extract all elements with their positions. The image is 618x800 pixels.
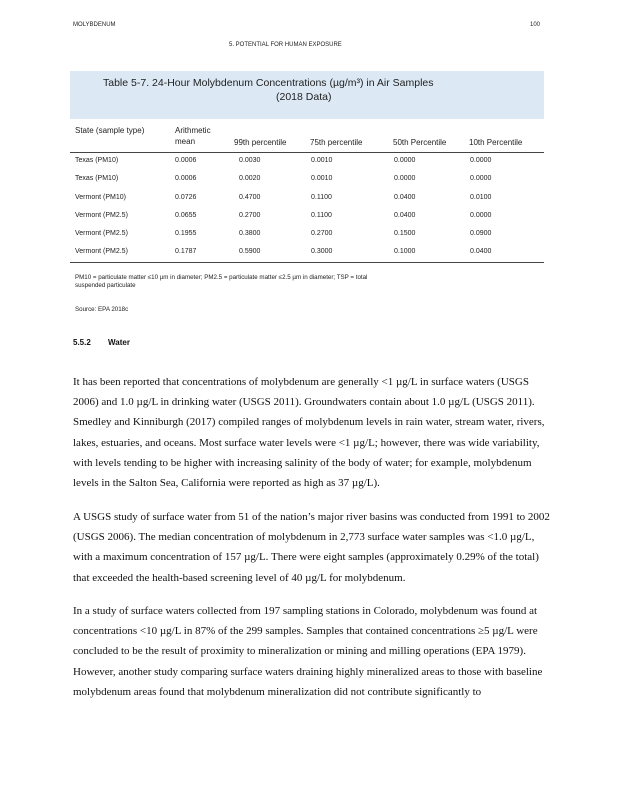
table-cell: 0.0400 xyxy=(470,248,492,255)
table-cell: 0.1100 xyxy=(311,212,332,219)
table-bottom-rule xyxy=(70,262,544,263)
table-cell: 0.1500 xyxy=(394,230,416,237)
column-header-p99: 99th percentile xyxy=(234,138,287,147)
table-cell: Vermont (PM2.5) xyxy=(75,248,128,255)
body-paragraph: It has been reported that concentrations of molybdenum are generally <1 µg/L in surface waters (USGS 2006) and 1.0 µg/L in drinking water (USGS 2011). Groundwaters contain about 1.0 µg/L (USGS 2011). Smedley and Kinniburgh (2017) compiled ranges of molybdenum levels in rain water, stream water, rivers, lakes, estuaries, and oceans. Most surface water levels were <1 µg/L; however, there was wide variability, with levels tending to be higher with increasing salinity of the body of water; for example, molybdenum levels in the Salton Sea, California were reported as high as 37 µg/L). xyxy=(73,376,545,490)
table-cell: 0.0100 xyxy=(470,194,492,201)
table-footnote-cont: suspended particulate xyxy=(75,282,136,289)
table-cell: 0.1000 xyxy=(394,248,416,255)
chapter-title: 5. POTENTIAL FOR HUMAN EXPOSURE xyxy=(229,42,342,48)
table-cell: 0.0020 xyxy=(239,175,261,182)
table-cell: 0.0000 xyxy=(470,157,492,164)
table-cell: 0.0010 xyxy=(311,175,333,182)
column-header-state: State (sample type) xyxy=(75,126,145,135)
table-cell: Texas (PM10) xyxy=(75,175,119,182)
table-cell: Vermont (PM2.5) xyxy=(75,212,128,219)
column-header-p75: 75th percentile xyxy=(310,138,363,147)
body-paragraph: A USGS study of surface water from 51 of the nation’s major river basins was conducted from 1991 to 2002 (USGS 2006). The median concentration of molybdenum in 2,773 surface water samples was <1.0 µg/L, with a maximum concentration of 157 µg/L. There were eight samples (approximately 0.29% of the total) that exceeded the health-based screening level of 40 µg/L for molybdenum. xyxy=(73,511,550,584)
document-name: MOLYBDENUM xyxy=(73,22,116,28)
body-paragraph: In a study of surface waters collected from 197 sampling stations in Colorado, molybdenum was found at concentrations <10 µg/L in 87% of the 299 samples. Samples that contained concentrations ≥5 µg/L were concluded to be the result of proximity to mineralization or mining and milling operations (EPA 1979). However, another study comparing surface waters draining highly mineralized areas to those with baseline molybdenum areas found that molybdenum mineralization did not contribute significantly to xyxy=(73,605,543,698)
table-title-line2: (2018 Data) xyxy=(276,91,332,103)
table-cell: 0.0655 xyxy=(175,212,197,219)
page-number: 100 xyxy=(530,22,541,28)
table-cell: 0.0900 xyxy=(470,230,492,237)
table-cell: 0.0010 xyxy=(311,157,333,164)
table-cell: 0.1100 xyxy=(311,194,332,201)
table-cell: 0.0000 xyxy=(394,157,416,164)
table-cell: 0.0000 xyxy=(470,175,492,182)
table-cell: 0.0400 xyxy=(394,194,416,201)
table-source: Source: EPA 2018c xyxy=(75,306,129,313)
column-header-p10: 10th Percentile xyxy=(469,138,523,147)
table-footnote: PM10 = particulate matter ≤10 µm in diameter; PM2.5 = particulate matter ≤2.5 µm in diameter; TSP = total xyxy=(75,274,368,281)
table-cell: 0.0000 xyxy=(394,175,416,182)
table-cell: 0.0030 xyxy=(239,157,261,164)
table-cell: 0.5900 xyxy=(239,248,261,255)
table-cell: 0.1955 xyxy=(175,230,197,237)
table-cell: 0.0006 xyxy=(175,157,197,164)
table-cell: Texas (PM10) xyxy=(75,157,119,164)
table-cell: 0.0400 xyxy=(394,212,416,219)
table-cell: 0.4700 xyxy=(239,194,261,201)
table-cell: Vermont (PM10) xyxy=(75,194,126,201)
section-number: 5.5.2 xyxy=(73,338,91,347)
table-cell: 0.1787 xyxy=(175,248,197,255)
column-header-p50: 50th Percentile xyxy=(393,138,447,147)
table-cell: 0.2700 xyxy=(311,230,333,237)
table-cell: 0.0726 xyxy=(175,194,197,201)
table-title-line1: Table 5-7. 24-Hour Molybdenum Concentrations (µg/m³) in Air Samples xyxy=(103,77,434,89)
section-title: Water xyxy=(108,338,130,347)
table-cell: 0.0006 xyxy=(175,175,197,182)
table-cell: 0.0000 xyxy=(470,212,492,219)
table-header-rule xyxy=(70,152,544,153)
table-cell: 0.3800 xyxy=(239,230,261,237)
column-header-mean: Arithmetic mean xyxy=(175,126,211,146)
table-cell: 0.3000 xyxy=(311,248,333,255)
table-cell: Vermont (PM2.5) xyxy=(75,230,128,237)
table-cell: 0.2700 xyxy=(239,212,261,219)
